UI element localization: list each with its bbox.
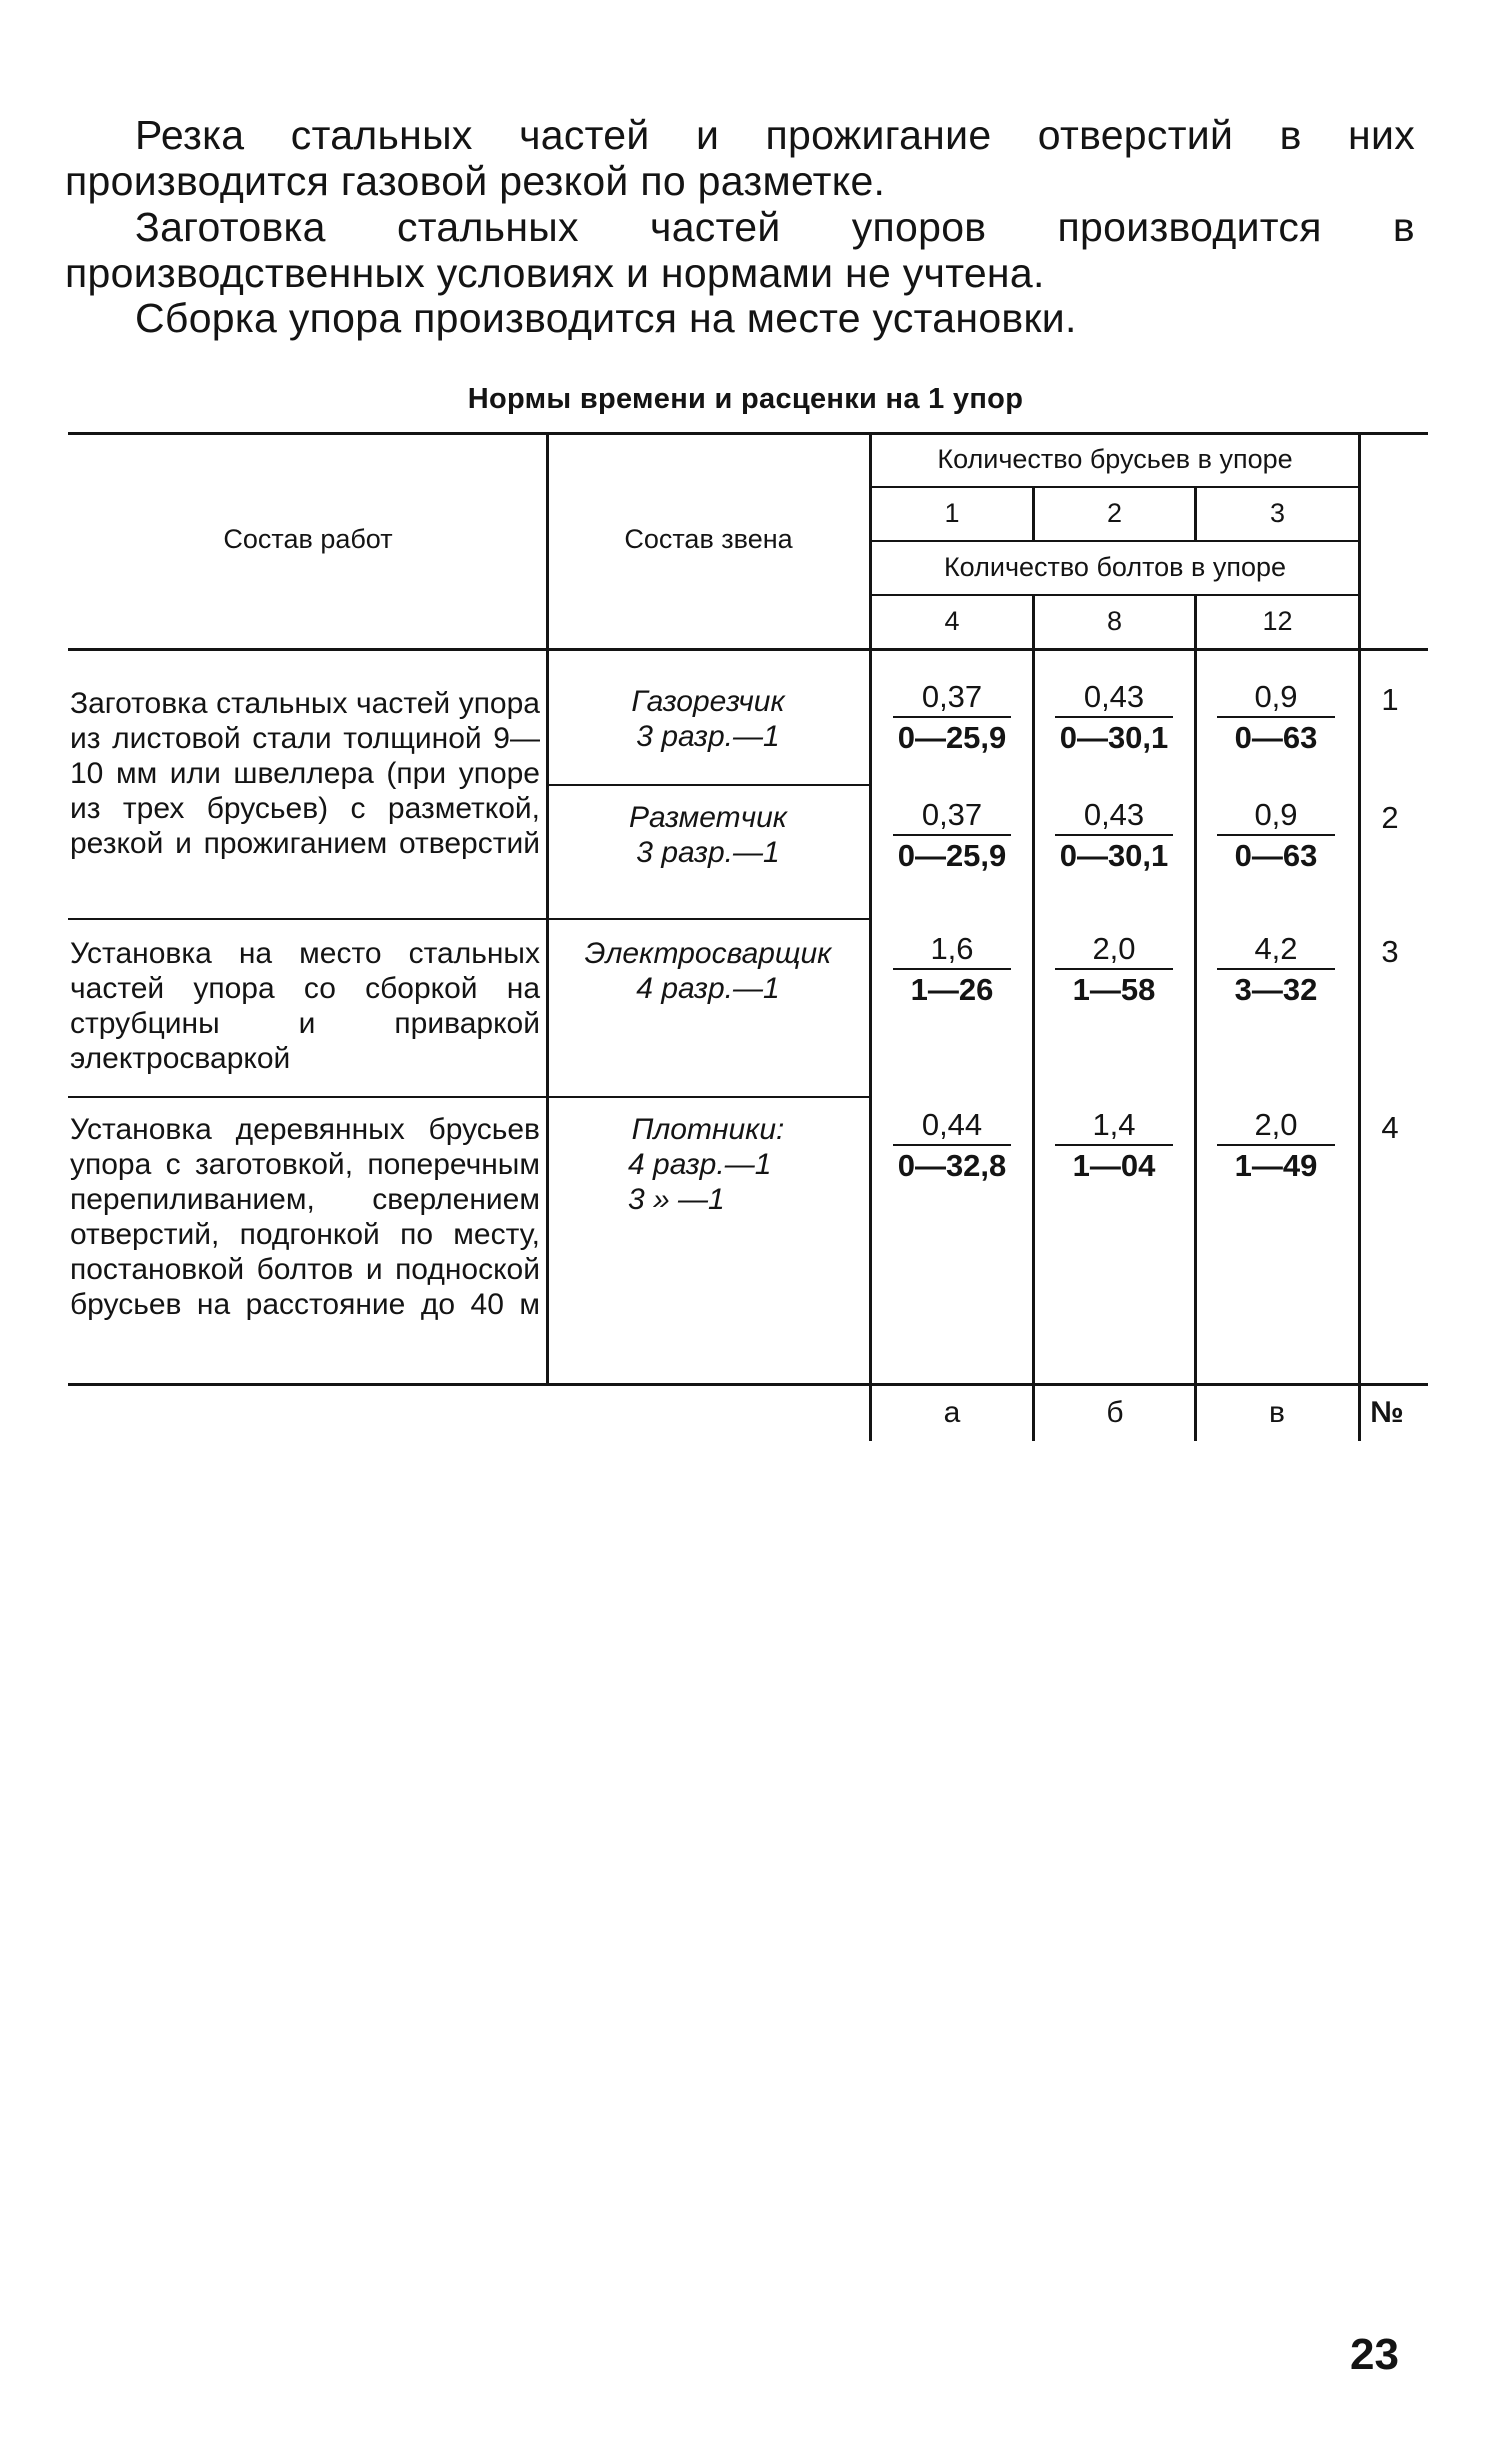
group-rule-2 (68, 1096, 870, 1098)
price: 0—30,1 (1059, 720, 1169, 755)
price: 0—25,9 (897, 838, 1007, 873)
crew-row-4-title: Плотники: (631, 1113, 785, 1146)
norm: 2,0 (1092, 931, 1136, 966)
row-number-3: 3 (1381, 934, 1399, 969)
paragraph-2: Заготовка стальных частей упоров производится в производственных условиях и нормами не учтена. (65, 204, 1415, 296)
cell-r2-c2 (1044, 796, 1184, 876)
norm: 0,9 (1254, 797, 1298, 832)
crew-row-4-grade-1: 4 разр.—1 (628, 1148, 772, 1181)
price: 0—25,9 (897, 720, 1007, 755)
table-top-rule (68, 432, 1428, 435)
beams-header-rule (870, 486, 1360, 488)
price: 3—32 (1234, 972, 1318, 1007)
price: 0—63 (1234, 838, 1318, 873)
row-number-1: 1 (1381, 682, 1399, 717)
footer-col-b: б (1106, 1396, 1124, 1429)
col-rule-num (1358, 432, 1361, 650)
norm: 0,37 (921, 679, 983, 714)
norm: 0,43 (1083, 797, 1145, 832)
cell-r1-c3 (1206, 678, 1346, 758)
row-number-4: 4 (1381, 1110, 1399, 1145)
footer-col-v: в (1269, 1396, 1285, 1429)
crew-row-2-title: Разметчик (629, 801, 787, 834)
header-beams-label: Количество брусьев в упоре (937, 444, 1293, 474)
cell-r3-c2 (1044, 930, 1184, 1010)
price: 1—58 (1072, 972, 1156, 1007)
cell-r2-c3 (1206, 796, 1346, 876)
norm: 1,4 (1092, 1107, 1136, 1142)
col-rule-num-body (1358, 650, 1361, 1385)
price: 1—26 (910, 972, 994, 1007)
norm: 0,44 (921, 1107, 983, 1142)
cell-r4-c2 (1044, 1106, 1184, 1186)
header-crew: Состав звена (624, 524, 793, 554)
header-bolts-label: Количество болтов в упоре (943, 552, 1287, 582)
bolts-header-rule (870, 594, 1360, 596)
norm: 0,37 (921, 797, 983, 832)
crew-row-1 (548, 684, 868, 754)
norm: 1,6 (930, 931, 974, 966)
price: 0—30,1 (1059, 838, 1169, 873)
norm: 4,2 (1254, 931, 1298, 966)
norm: 2,0 (1254, 1107, 1298, 1142)
price: 0—63 (1234, 720, 1318, 755)
crew-split-rule (548, 784, 870, 786)
header-work: Состав работ (223, 524, 393, 554)
work-group-1: Заготовка стальных частей упора из листовой стали толщиной 9—10 мм или швеллера (при упоре из трех брусьев) с разметкой, резкой и прожиганием отверстий (70, 687, 540, 860)
header-bolts-3: 12 (1262, 606, 1293, 636)
crew-row-3-grade: 4 разр.—1 (636, 972, 780, 1005)
row-number-2: 2 (1381, 800, 1399, 835)
crew-row-1-title: Газорезчик (631, 685, 785, 718)
page-number: 23 (1350, 2330, 1399, 2379)
col-rule-work (546, 432, 549, 1385)
paragraph-1: Резка стальных частей и прожигание отверстий в них производится газовой резкой по разметке. (65, 112, 1415, 204)
price: 1—49 (1234, 1148, 1318, 1183)
work-group-3: Установка деревянных брусьев упора с заготовкой, поперечным перепиливанием, сверлением отверстий, подгонкой по месту, постановкой болтов и подноской брусьев на расстояние до 40 м (70, 1113, 540, 1321)
header-beams-2: 2 (1106, 498, 1123, 528)
norm: 0,9 (1254, 679, 1298, 714)
foot-rule-4 (1358, 1385, 1361, 1441)
crew-row-4-grade-2: 3 » —1 (628, 1183, 725, 1216)
cell-r4-c1 (882, 1106, 1022, 1186)
cell-r4-c3 (1206, 1106, 1346, 1186)
col-rule-bolt-2 (1194, 596, 1197, 1385)
crew-row-1-grade: 3 разр.—1 (636, 720, 780, 753)
crew-row-3 (548, 936, 868, 1006)
cell-r3-c3 (1206, 930, 1346, 1010)
cell-r3-c1 (882, 930, 1022, 1010)
crew-row-2 (548, 800, 868, 870)
group-rule-1 (68, 918, 870, 920)
cell-r1-c2 (1044, 678, 1184, 758)
paragraph-3: Сборка упора производится на месте установки. (135, 295, 1077, 341)
crew-row-3-title: Электросварщик (584, 937, 832, 970)
price: 0—32,8 (897, 1148, 1007, 1183)
header-bolts-1: 4 (944, 606, 960, 636)
header-bottom-rule (68, 648, 1428, 651)
footer-col-num: № (1370, 1396, 1404, 1429)
norm: 0,43 (1083, 679, 1145, 714)
crew-row-4 (548, 1112, 868, 1217)
beams-values-rule (870, 540, 1360, 542)
table-title: Нормы времени и расценки на 1 упор (467, 383, 1024, 415)
work-group-2: Установка на место стальных частей упора со сборкой на струбцины и приваркой электросваркой (70, 937, 540, 1075)
crew-row-2-grade: 3 разр.—1 (636, 836, 780, 869)
cell-r2-c1 (882, 796, 1022, 876)
footer-col-a: а (943, 1396, 961, 1429)
header-beams-1: 1 (944, 498, 960, 528)
col-rule-bolt-1 (1032, 596, 1035, 1385)
table-bottom-rule (68, 1383, 1428, 1386)
cell-r1-c1 (882, 678, 1022, 758)
header-beams-3: 3 (1269, 498, 1286, 528)
header-bolts-2: 8 (1106, 606, 1123, 636)
price: 1—04 (1072, 1148, 1156, 1183)
